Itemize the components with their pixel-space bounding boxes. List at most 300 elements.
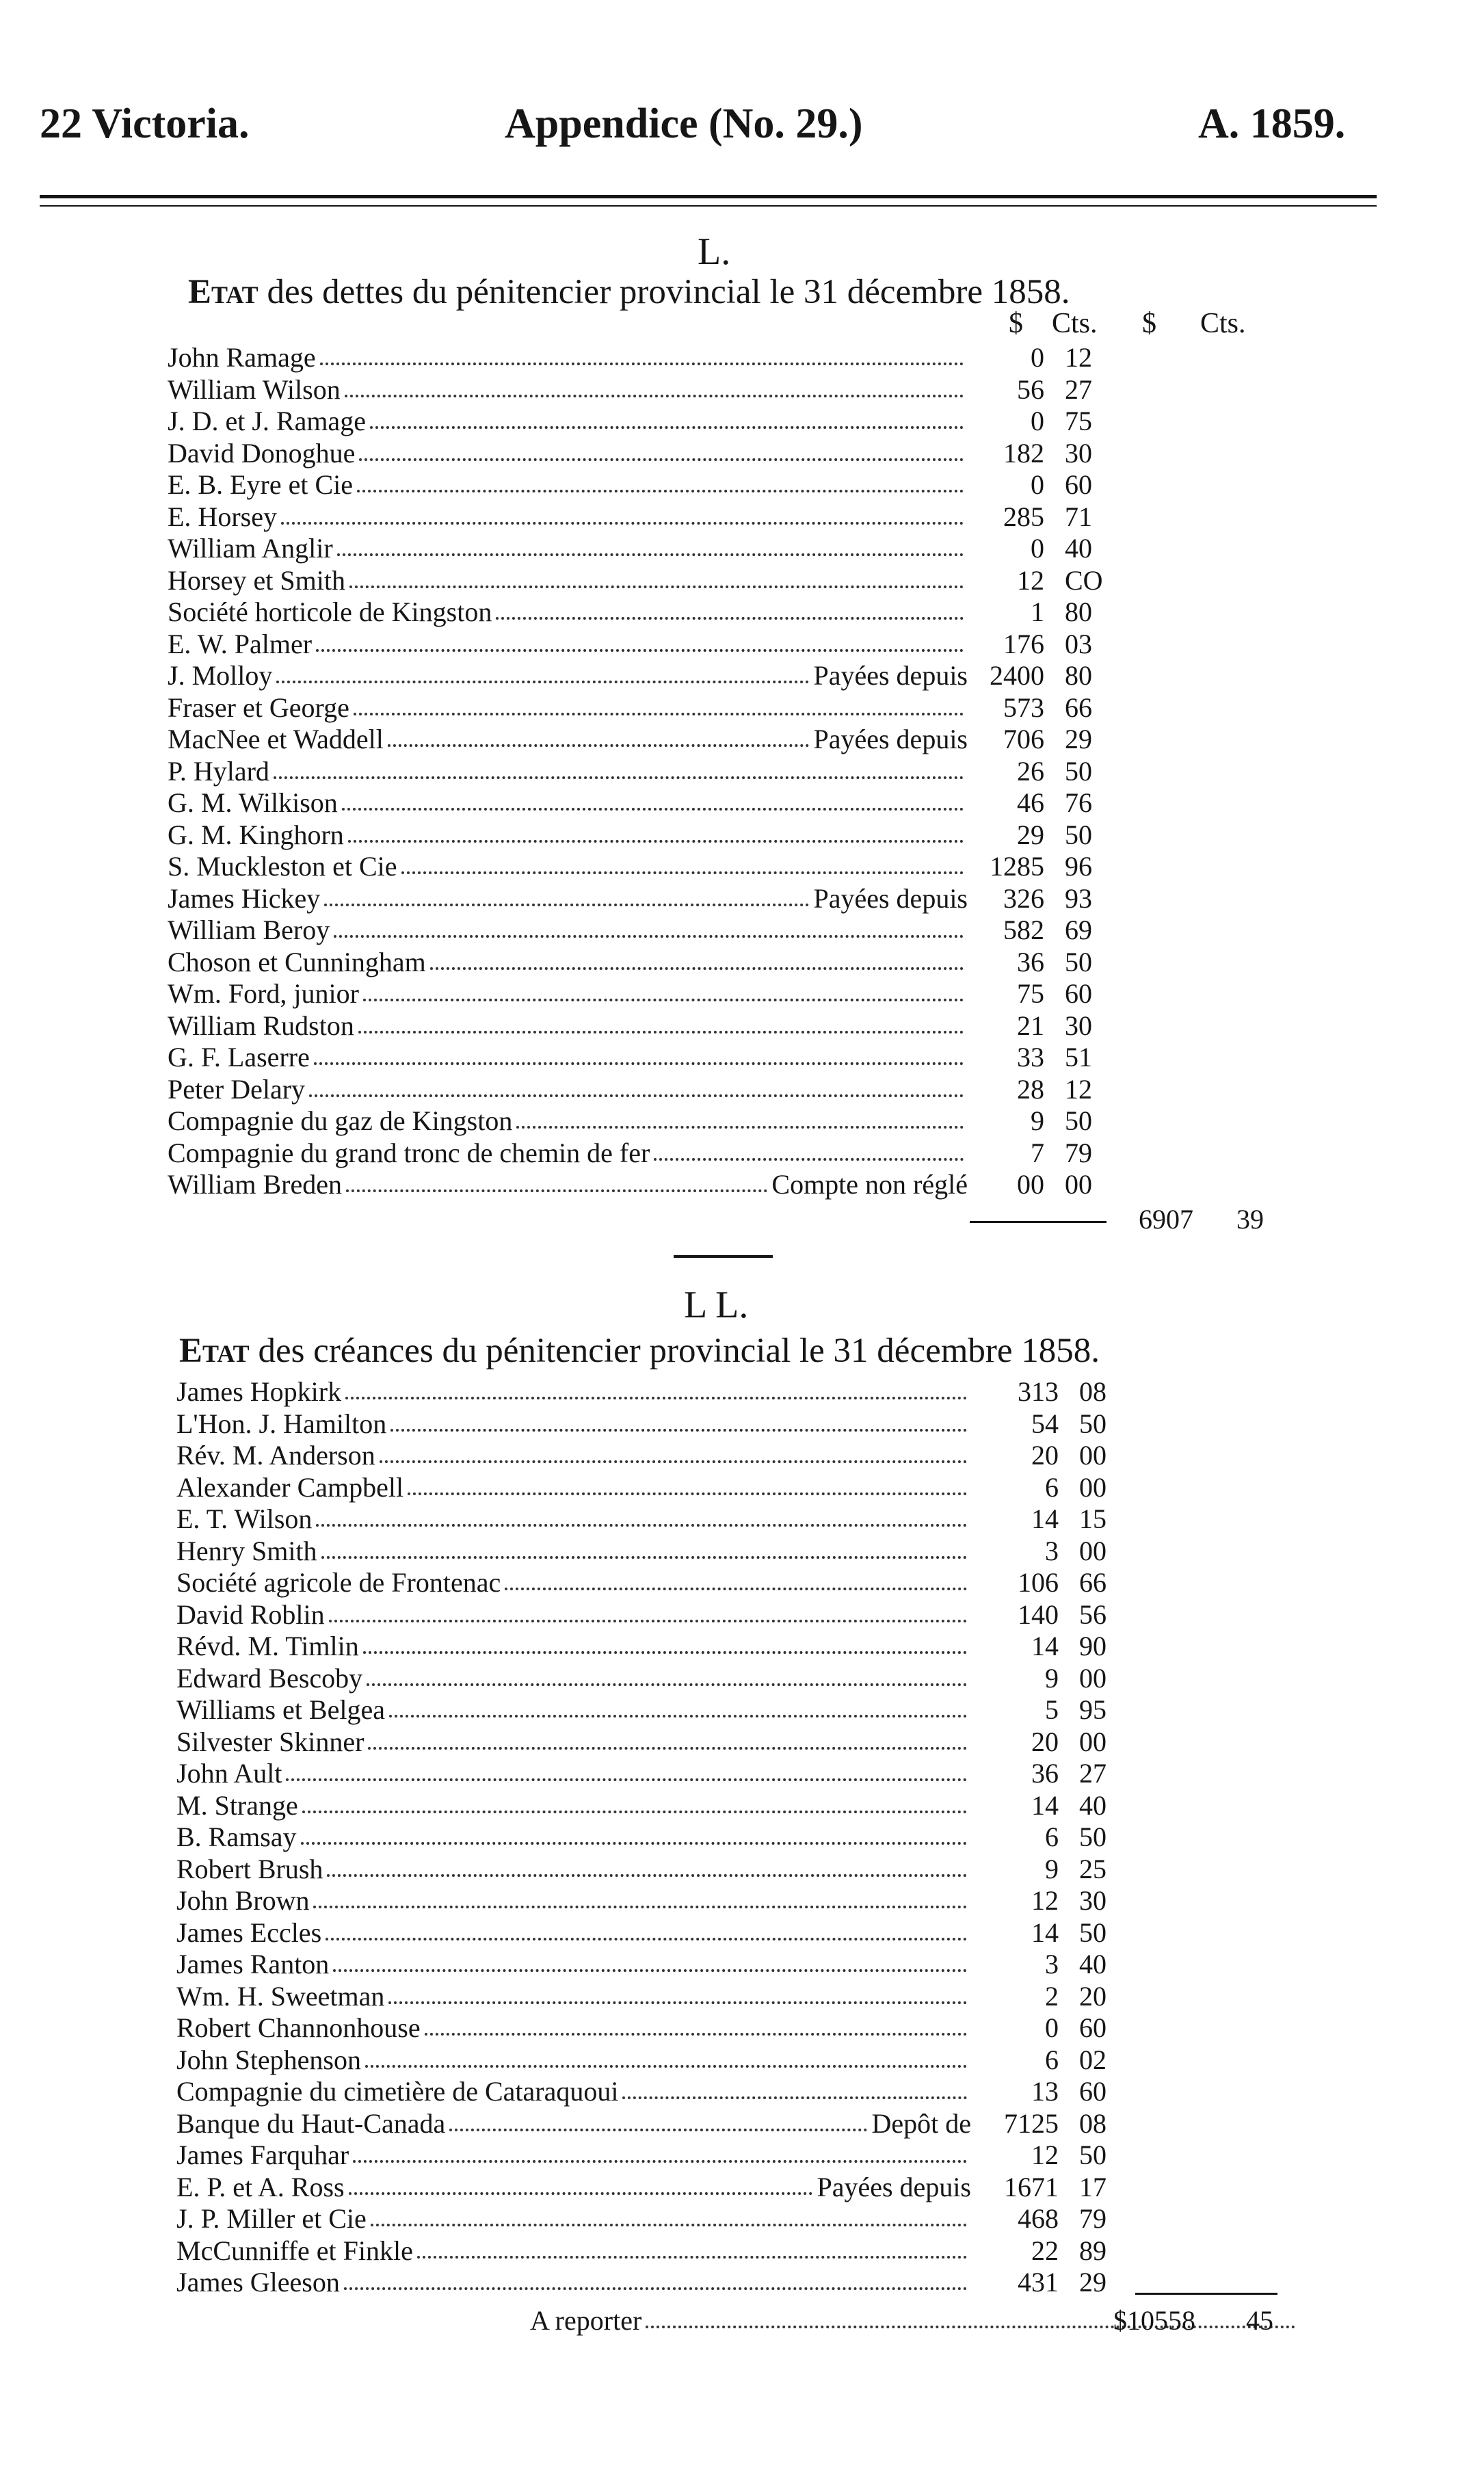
amount-cents: 96	[1065, 851, 1092, 882]
creditor-name: Edward Bescoby	[176, 1662, 363, 1694]
table-row	[176, 1663, 1134, 1694]
creditor-name: James Farquhar	[176, 2140, 349, 2170]
dot-leader	[359, 458, 964, 461]
amount-dollars: 36	[1017, 946, 1044, 977]
table-row	[176, 2140, 1134, 2171]
table-row	[168, 819, 1125, 851]
row-label	[168, 1074, 968, 1105]
creditor-name: James Ranton	[176, 1949, 330, 1979]
creditor-name: E. Horsey	[168, 501, 277, 532]
creditor-name: John Stephenson	[176, 2044, 361, 2075]
amount-dollars: 1	[1031, 596, 1044, 627]
table-row	[168, 851, 1125, 882]
amount-dollars: 706	[1003, 724, 1044, 754]
row-label	[176, 1631, 971, 1662]
row-label	[168, 756, 968, 787]
table-row	[176, 1503, 1134, 1535]
amount-dollars: 106	[1018, 1567, 1059, 1598]
amount-cents: 89	[1079, 2235, 1107, 2266]
dot-leader	[388, 744, 810, 747]
col-header-cents-1: Cts.	[1052, 308, 1098, 339]
dot-leader	[430, 967, 964, 970]
amount-cents: 08	[1079, 1376, 1107, 1407]
amount-cents: 12	[1065, 1073, 1092, 1105]
amount-dollars: 3	[1045, 1535, 1059, 1566]
section-ll-title	[179, 1334, 1100, 1369]
row-label	[176, 2172, 971, 2203]
table-row	[176, 1472, 1134, 1503]
table-row	[168, 1169, 1125, 1200]
row-label	[176, 1376, 971, 1408]
table-row	[176, 2044, 1134, 2076]
table-row	[168, 883, 1125, 914]
dot-leader	[358, 1031, 964, 1034]
amount-cents: 60	[1079, 2076, 1107, 2107]
row-label	[168, 1010, 968, 1042]
amount-cents: 60	[1065, 978, 1092, 1009]
dot-leader	[345, 395, 964, 397]
amount-dollars: 3	[1045, 1949, 1059, 1979]
section-separator	[674, 1255, 773, 1258]
section-l-total-cents: 39	[1236, 1204, 1264, 1235]
creditor-name: G. M. Kinghorn	[168, 819, 344, 850]
creditor-name: G. M. Wilkison	[168, 787, 338, 818]
creditor-name: William Anglir	[168, 533, 333, 564]
table-row	[176, 1981, 1134, 2012]
amount-dollars: 6	[1045, 1821, 1059, 1852]
dot-leader	[274, 776, 964, 779]
amount-cents: 80	[1065, 660, 1092, 691]
row-label	[168, 787, 968, 819]
amount-dollars: 6	[1045, 1471, 1059, 1503]
row-note: Compte non réglé	[771, 1169, 968, 1200]
table-row	[176, 1376, 1134, 1408]
row-label	[168, 596, 968, 628]
dot-leader	[326, 1938, 967, 1940]
table-row	[176, 1821, 1134, 1853]
dot-leader	[622, 2096, 967, 2099]
table-row	[168, 787, 1125, 819]
amount-dollars: 9	[1045, 1662, 1059, 1694]
dot-leader	[316, 649, 964, 652]
row-label	[168, 469, 968, 501]
row-label	[176, 2108, 971, 2140]
section-ll-title-rest: des créances du pénitencier provincial le 31 décembre 1858.	[249, 1332, 1100, 1370]
row-label	[176, 1599, 971, 1631]
amount-cents: 00	[1065, 1169, 1092, 1200]
amount-cents: 69	[1065, 914, 1092, 945]
amount-cents: 79	[1079, 2203, 1107, 2234]
dot-leader	[286, 1778, 967, 1781]
dot-leader	[333, 1969, 967, 1972]
dot-leader	[365, 2065, 967, 2068]
amount-cents: 76	[1065, 787, 1092, 818]
row-label	[176, 2076, 971, 2107]
row-label	[168, 914, 968, 946]
dot-leader	[344, 2287, 967, 2290]
col-header-dollars-2: $	[1142, 308, 1156, 339]
row-label	[176, 2267, 971, 2298]
amount-dollars: 326	[1003, 882, 1044, 914]
row-label	[168, 374, 968, 406]
reporter-leader	[646, 2326, 1295, 2328]
dot-leader	[388, 2001, 967, 2004]
section-l-title-rest: des dettes du pénitencier provincial le 31 décembre 1858.	[258, 273, 1070, 311]
creditor-name: William Wilson	[168, 373, 341, 405]
amount-cents: 71	[1065, 501, 1092, 532]
amount-dollars: 21	[1017, 1010, 1044, 1041]
amount-dollars: 1671	[1004, 2171, 1059, 2202]
amount-cents: CO	[1065, 564, 1103, 596]
amount-cents: 03	[1065, 628, 1092, 659]
amount-cents: 17	[1079, 2171, 1107, 2202]
dot-leader	[342, 808, 964, 811]
amount-cents: 29	[1079, 2267, 1107, 2298]
row-label	[168, 533, 968, 564]
amount-dollars: 20	[1031, 1726, 1059, 1757]
amount-cents: 79	[1065, 1137, 1092, 1168]
table-row	[168, 660, 1125, 692]
row-label	[176, 1726, 971, 1758]
creditor-name: Société agricole de Frontenac	[176, 1567, 501, 1598]
amount-cents: 30	[1065, 1010, 1092, 1041]
dot-leader	[348, 840, 964, 843]
table-row	[168, 978, 1125, 1010]
dot-leader	[346, 1189, 767, 1192]
dot-leader	[496, 617, 964, 620]
reporter-label: A reporter	[530, 2305, 642, 2336]
table-row	[176, 1726, 1134, 1758]
amount-cents: 95	[1079, 1694, 1107, 1725]
table-row	[168, 342, 1125, 373]
dot-leader	[370, 426, 964, 429]
amount-dollars: 12	[1031, 1885, 1059, 1916]
creditor-name: J. Molloy	[168, 660, 273, 691]
amount-dollars: 9	[1045, 1853, 1059, 1884]
creditor-name: E. B. Eyre et Cie	[168, 469, 354, 500]
amount-cents: 27	[1079, 1758, 1107, 1789]
amount-cents: 51	[1065, 1042, 1092, 1072]
row-label	[168, 724, 968, 755]
reporter-cents: 45	[1246, 2305, 1273, 2336]
row-label	[168, 660, 968, 692]
amount-dollars: 0	[1031, 469, 1044, 500]
table-row	[176, 1408, 1134, 1440]
creditor-name: Rév. M. Anderson	[176, 1440, 375, 1471]
amount-dollars: 14	[1031, 1631, 1059, 1661]
amount-dollars: 56	[1017, 373, 1044, 405]
amount-dollars: 2400	[990, 660, 1044, 691]
amount-cents: 50	[1065, 755, 1092, 787]
row-label	[168, 1137, 968, 1169]
table-row	[168, 1074, 1125, 1105]
amount-cents: 40	[1079, 1789, 1107, 1821]
creditor-name: David Donoghue	[168, 437, 356, 469]
amount-dollars: 2	[1045, 1980, 1059, 2012]
amount-cents: 56	[1079, 1598, 1107, 1630]
amount-cents: 00	[1079, 1662, 1107, 1694]
amount-dollars: 9	[1031, 1105, 1044, 1136]
amount-cents: 60	[1079, 2012, 1107, 2043]
creditor-name: M. Strange	[176, 1789, 298, 1821]
creditor-name: Choson et Cunningham	[168, 946, 426, 977]
dot-leader	[302, 1811, 967, 1813]
amount-cents: 08	[1079, 2107, 1107, 2139]
table-row	[176, 1758, 1134, 1789]
table-row	[168, 596, 1125, 628]
table-row	[176, 2076, 1134, 2107]
row-label	[168, 819, 968, 851]
section-l-title	[188, 275, 1070, 310]
amount-dollars: 75	[1017, 978, 1044, 1009]
row-label	[168, 947, 968, 978]
amount-cents: 66	[1065, 692, 1092, 723]
table-row	[168, 533, 1125, 564]
row-label	[176, 1440, 971, 1471]
creditor-name: James Hickey	[168, 882, 321, 914]
amount-cents: 30	[1065, 437, 1092, 469]
row-note: Payées depuis	[813, 660, 968, 691]
table-row	[176, 1536, 1134, 1567]
amount-dollars: 431	[1018, 2267, 1059, 2298]
row-label	[176, 1408, 971, 1440]
dot-leader	[334, 935, 964, 938]
amount-dollars: 46	[1017, 787, 1044, 818]
creditor-name: Compagnie du grand tronc de chemin de fer	[168, 1137, 650, 1168]
dot-leader	[349, 2192, 813, 2195]
section-ll-letter: L L.	[684, 1284, 749, 1326]
table-row	[176, 1949, 1134, 1980]
amount-cents: 93	[1065, 882, 1092, 914]
amount-cents: 29	[1065, 724, 1092, 754]
section-ll-title-caps: Etat	[179, 1332, 250, 1370]
table-row	[176, 2172, 1134, 2203]
dot-leader	[301, 1842, 967, 1845]
dot-leader	[329, 1620, 967, 1622]
row-note: Payées depuis	[813, 882, 968, 914]
table-row	[168, 1137, 1125, 1169]
dot-leader	[320, 363, 964, 365]
creditor-name: Williams et Belgea	[176, 1694, 385, 1725]
amount-cents: 40	[1079, 1949, 1107, 1979]
creditor-name: Robert Brush	[176, 1853, 323, 1884]
amount-dollars: 13	[1031, 2076, 1059, 2107]
creditor-name: Henry Smith	[176, 1535, 317, 1566]
dot-leader	[363, 1651, 967, 1654]
row-label	[176, 2044, 971, 2076]
section-l-total-dollars: 6907	[1139, 1204, 1193, 1235]
creditor-name: MacNee et Waddell	[168, 724, 384, 754]
amount-dollars: 14	[1031, 1917, 1059, 1948]
amount-dollars: 182	[1003, 437, 1044, 469]
creditor-name: James Gleeson	[176, 2267, 340, 2298]
amount-cents: 66	[1079, 1567, 1107, 1598]
amount-dollars: 313	[1018, 1376, 1059, 1407]
amount-dollars: 00	[1017, 1169, 1044, 1200]
dot-leader	[390, 1429, 967, 1432]
row-label	[176, 1885, 971, 1917]
amount-dollars: 28	[1017, 1073, 1044, 1105]
row-label	[176, 1536, 971, 1567]
section-l-title-caps: Etat	[188, 273, 259, 311]
row-label	[176, 1821, 971, 1853]
row-label	[176, 1567, 971, 1598]
section-l-sum-rule	[970, 1221, 1107, 1223]
table-row	[168, 501, 1125, 533]
table-row	[168, 374, 1125, 406]
amount-dollars: 582	[1003, 914, 1044, 945]
table-row	[176, 1917, 1134, 1949]
amount-cents: 75	[1065, 406, 1092, 436]
row-label	[168, 851, 968, 882]
table-row	[176, 1885, 1134, 1917]
amount-cents: 25	[1079, 1853, 1107, 1884]
table-row	[176, 1694, 1134, 1726]
amount-cents: 00	[1079, 1535, 1107, 1566]
amount-cents: 27	[1065, 373, 1092, 405]
row-label	[176, 1758, 971, 1789]
table-row	[176, 1599, 1134, 1631]
creditor-name: G. F. Laserre	[168, 1042, 310, 1072]
row-label	[176, 1917, 971, 1949]
creditor-name: James Eccles	[176, 1917, 322, 1948]
table-row	[176, 2235, 1134, 2267]
row-label	[176, 2235, 971, 2267]
amount-cents: 15	[1079, 1503, 1107, 1534]
reporter-dollars: $10558	[1113, 2305, 1195, 2336]
creditor-name: Compagnie du gaz de Kingston	[168, 1105, 513, 1136]
creditor-name: P. Hylard	[168, 755, 269, 787]
amount-cents: 50	[1079, 2140, 1107, 2170]
dot-leader	[425, 2033, 967, 2036]
dot-leader	[408, 1492, 967, 1495]
table-row	[176, 2267, 1134, 2298]
dot-leader	[314, 1062, 964, 1065]
row-label	[168, 1042, 968, 1073]
creditor-name: Wm. H. Sweetman	[176, 1980, 385, 2012]
creditor-name: John Ault	[176, 1758, 282, 1789]
creditor-name: Silvester Skinner	[176, 1726, 365, 1757]
row-label	[176, 1503, 971, 1535]
amount-dollars: 12	[1031, 2140, 1059, 2170]
dot-leader	[276, 681, 809, 683]
amount-cents: 02	[1079, 2044, 1107, 2075]
creditor-name: William Breden	[168, 1169, 342, 1200]
dot-leader	[321, 1556, 967, 1559]
creditor-name: E. W. Palmer	[168, 628, 313, 659]
amount-dollars: 0	[1031, 533, 1044, 564]
amount-dollars: 0	[1045, 2012, 1059, 2043]
header-rule-thick	[40, 195, 1377, 198]
creditor-name: John Brown	[176, 1885, 310, 1916]
creditor-name: William Rudston	[168, 1010, 354, 1041]
row-label	[176, 1790, 971, 1821]
amount-dollars: 20	[1031, 1440, 1059, 1471]
table-row	[168, 914, 1125, 946]
amount-dollars: 7125	[1004, 2107, 1059, 2139]
creditor-name: Société horticole de Kingston	[168, 596, 492, 627]
amount-cents: 50	[1065, 946, 1092, 977]
dot-leader	[327, 1874, 967, 1877]
creditor-name: Horsey et Smith	[168, 564, 345, 596]
amount-cents: 50	[1079, 1917, 1107, 1948]
dot-leader	[368, 1747, 967, 1750]
table-row	[176, 2108, 1134, 2140]
row-note: Depôt de	[871, 2107, 971, 2139]
table-row	[168, 406, 1125, 437]
creditor-name: Wm. Ford, junior	[168, 978, 359, 1009]
row-label	[168, 692, 968, 724]
creditor-name: L'Hon. J. Hamilton	[176, 1408, 387, 1439]
row-label	[176, 2012, 971, 2044]
amount-dollars: 22	[1031, 2235, 1059, 2266]
dot-leader	[357, 490, 964, 492]
creditor-name: Robert Channonhouse	[176, 2012, 421, 2043]
table-row	[168, 692, 1125, 724]
amount-cents: 50	[1079, 1408, 1107, 1439]
dot-leader	[353, 2160, 967, 2163]
dot-leader	[313, 1906, 967, 1908]
dot-leader	[349, 585, 964, 588]
creditor-name: J. P. Miller et Cie	[176, 2203, 367, 2234]
row-label	[168, 1105, 968, 1137]
amount-dollars: 573	[1003, 692, 1044, 723]
amount-cents: 90	[1079, 1631, 1107, 1661]
table-row	[176, 1854, 1134, 1885]
creditor-name: E. T. Wilson	[176, 1503, 313, 1534]
amount-dollars: 468	[1018, 2203, 1059, 2234]
col-header-cents-2: Cts.	[1200, 308, 1246, 339]
table-row	[176, 1631, 1134, 1662]
amount-dollars: 6	[1045, 2044, 1059, 2075]
amount-dollars: 29	[1017, 819, 1044, 850]
creditor-name: John Ramage	[168, 342, 316, 373]
amount-cents: 12	[1065, 342, 1092, 373]
row-label	[176, 1694, 971, 1726]
row-label	[176, 1663, 971, 1694]
row-label	[176, 1949, 971, 1980]
creditor-name: Fraser et George	[168, 692, 349, 723]
dot-leader	[449, 2129, 867, 2131]
dot-leader	[371, 2224, 967, 2226]
table-row	[168, 1042, 1125, 1073]
creditor-name: J. D. et J. Ramage	[168, 406, 366, 436]
table-row	[168, 469, 1125, 501]
dot-leader	[309, 1094, 964, 1097]
creditor-name: B. Ramsay	[176, 1821, 297, 1852]
amount-dollars: 7	[1031, 1137, 1044, 1168]
table-row	[176, 2012, 1134, 2044]
amount-dollars: 14	[1031, 1503, 1059, 1534]
row-note: Payées depuis	[817, 2171, 971, 2202]
row-label	[168, 978, 968, 1010]
dot-leader	[367, 1683, 967, 1686]
row-note: Payées depuis	[813, 724, 968, 754]
dot-leader	[345, 1397, 967, 1399]
dot-leader	[380, 1460, 967, 1463]
row-label	[176, 1472, 971, 1503]
table-row	[176, 1440, 1134, 1471]
row-label	[168, 406, 968, 437]
header-rule-thin	[40, 205, 1377, 207]
creditor-name: Alexander Campbell	[176, 1471, 404, 1503]
dot-leader	[401, 871, 964, 874]
creditor-name: David Roblin	[176, 1598, 325, 1630]
amount-dollars: 140	[1018, 1598, 1059, 1630]
creditor-name: Révd. M. Timlin	[176, 1631, 359, 1661]
dot-leader	[505, 1588, 967, 1590]
amount-cents: 80	[1065, 596, 1092, 627]
